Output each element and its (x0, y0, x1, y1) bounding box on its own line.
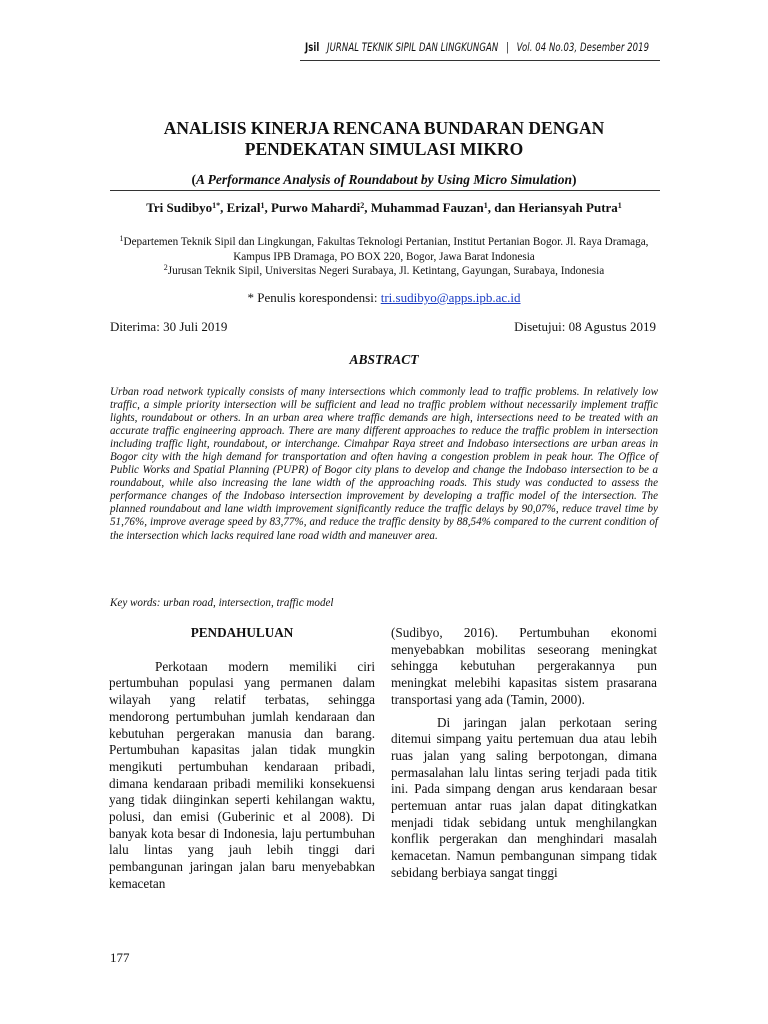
paper-subtitle: (A Performance Analysis of Roundabout by Using Micro Simulation) (191, 172, 577, 187)
received-date: Diterima: 30 Juli 2019 (110, 319, 228, 334)
accepted-date: Disetujui: 08 Agustus 2019 (514, 319, 656, 334)
author-affiliation-marker: 1 (617, 201, 622, 210)
paper-title-line-1: ANALISIS KINERJA RENCANA BUNDARAN DENGAN (163, 118, 605, 138)
title-rule (110, 190, 660, 191)
author-affiliation-marker: 2 (360, 201, 365, 210)
abstract-heading: ABSTRACT (349, 352, 419, 367)
left-column-paragraph: Perkotaan modern memiliki ciri pertumbuhan populasi yang permanen dalam wilayah yang relatif terbatas, sehingga mendorong pertumbuhan jumlah kendaraan dan kebutuhan pergerakan manusia dan barang. Pertumbuhan kapasitas jalan tidak mungkin mengikuti pertumbuhan kendaraan pribadi, dimana kendaraan pribadi memiliki konsekuensi yang tidak diinginkan seperti kehilangan waktu, polusi, dan emisi (Guberinic et al 2008). Di banyak kota besar di Indonesia, laju pertumbuhan lalu lintas yang jauh lebih tinggi dari pembangunan jaringan jalan baru menyebabkan kemacetan (109, 658, 375, 891)
author-separator: , dan (487, 200, 519, 215)
paper-title (110, 118, 658, 160)
keywords: Key words: urban road, intersection, traffic model (110, 597, 334, 609)
header-rule (300, 60, 660, 61)
journal-volume: Vol. 04 No.03, Desember 2019 (516, 40, 650, 54)
section-heading-pendahuluan: PENDAHULUAN (190, 625, 294, 640)
affiliation-2-marker: 2 (163, 263, 168, 272)
author-name: Tri Sudibyo (146, 200, 213, 215)
right-column-paragraph-2: Di jaringan jalan perkotaan sering ditemui simpang yaitu pertemuan dua atau lebih ruas jalan yang saling berpotongan, dimana permasalahan lalu lintas sering terjadi pada titik ini. Pada simpang dengan arus kendaraan besar pertemuan antar ruas jalan dapat ditingkatkan menjadi tidak sebidang untuk menghilangkan konflik pergerakan dan menghindari masalah kemacetan. Namun pembangunan simpang tidak sebidang berbiaya sangat tinggi (391, 714, 657, 880)
affiliation-2 (110, 261, 658, 279)
right-column (391, 625, 657, 882)
author-affiliation-marker: 1 (260, 201, 265, 210)
author-name: Purwo Mahardi (271, 200, 361, 215)
author-name: Muhammad Fauzan (370, 200, 484, 215)
author-name: Erizal (226, 200, 261, 215)
author-affiliation-marker: 1* (212, 201, 221, 210)
author-affiliation-marker: 1 (483, 201, 488, 210)
affiliation-1-text: Departemen Teknik Sipil dan Lingkungan, Fakultas Teknologi Pertanian, Institut Pertanian Bogor. Jl. Raya Dramaga, Kampus IPB Dramaga, PO BOX 220, Bogor, Jawa Barat Indonesia (123, 236, 649, 263)
correspondence-label: * Penulis korespondensi: (247, 290, 381, 305)
affiliation-2-text: Jurusan Teknik Sipil, Universitas Negeri Surabaya, Jl. Ketintang, Gayungan, Surabaya, Indonesia (167, 265, 605, 277)
paper-subtitle-text: A Performance Analysis of Roundabout by Using Micro Simulation (195, 172, 573, 187)
journal-short-name: Jsil (305, 40, 320, 54)
author-separator: , (220, 200, 227, 215)
paper-title-line-2: PENDEKATAN SIMULASI MIKRO (244, 139, 524, 159)
left-column (109, 625, 375, 893)
affiliation-1 (110, 232, 658, 264)
author-separator: , (364, 200, 371, 215)
journal-name: JURNAL TEKNIK SIPIL DAN LINGKUNGAN (327, 40, 499, 54)
correspondence-email-link[interactable]: tri.sudibyo@apps.ipb.ac.id (380, 290, 521, 305)
running-header (305, 40, 650, 54)
abstract-text: Urban road network typically consists of many intersections which commonly lead to traffic problems. In relatively low traffic, a simple priority intersection will be sufficient and lead no traffic problem without necessarily implement traffic lights, roundabout or others. In an urban area where traffic demands are high, intersections need to be treated with an accurate traffic engineering approach. There are many different approaches to reduce the traffic problem in intersection including traffic light, roundabout, or interchange. Cimahpar Raya street and Indobaso intersections are urban areas in Bogor city with the high demand for transportation and often having a congestion problem in peak hour. The Office of Public Works and Spatial Planning (PUPR) of Bogor city plans to develop and change the Indobaso intersection to be a roundabout, while also increasing the lane width of the approaching roads. This study was conducted to assess the performance changes of the Indobaso intersection improvement by developing a traffic model of the intersection. The planned roundabout and lane width improvement significantly reduce the traffic delays by 90,07%, reduce travel time by 51,76%, improve average speed by 83,77%, and reduce the traffic density by 88,54% compared to the current condition of the intersection which lacks required lane road width and maneuver area. (110, 386, 658, 542)
correspondence (110, 290, 658, 306)
author-list (110, 200, 658, 216)
page-number: 177 (110, 950, 130, 965)
right-column-paragraph-1: (Sudibyo, 2016). Pertumbuhan ekonomi menyebabkan mobilitas seseorang meningkat sehingga kebutuhan pergerakannya pun meningkat melebihi kapasitas sistem prasarana transportasi yang ada (Tamin, 2000). (391, 625, 657, 707)
author-separator: , (264, 200, 272, 215)
author-name: Heriansyah Putra (518, 200, 618, 215)
affiliation-1-marker: 1 (119, 234, 124, 243)
header-separator: | (506, 40, 509, 54)
